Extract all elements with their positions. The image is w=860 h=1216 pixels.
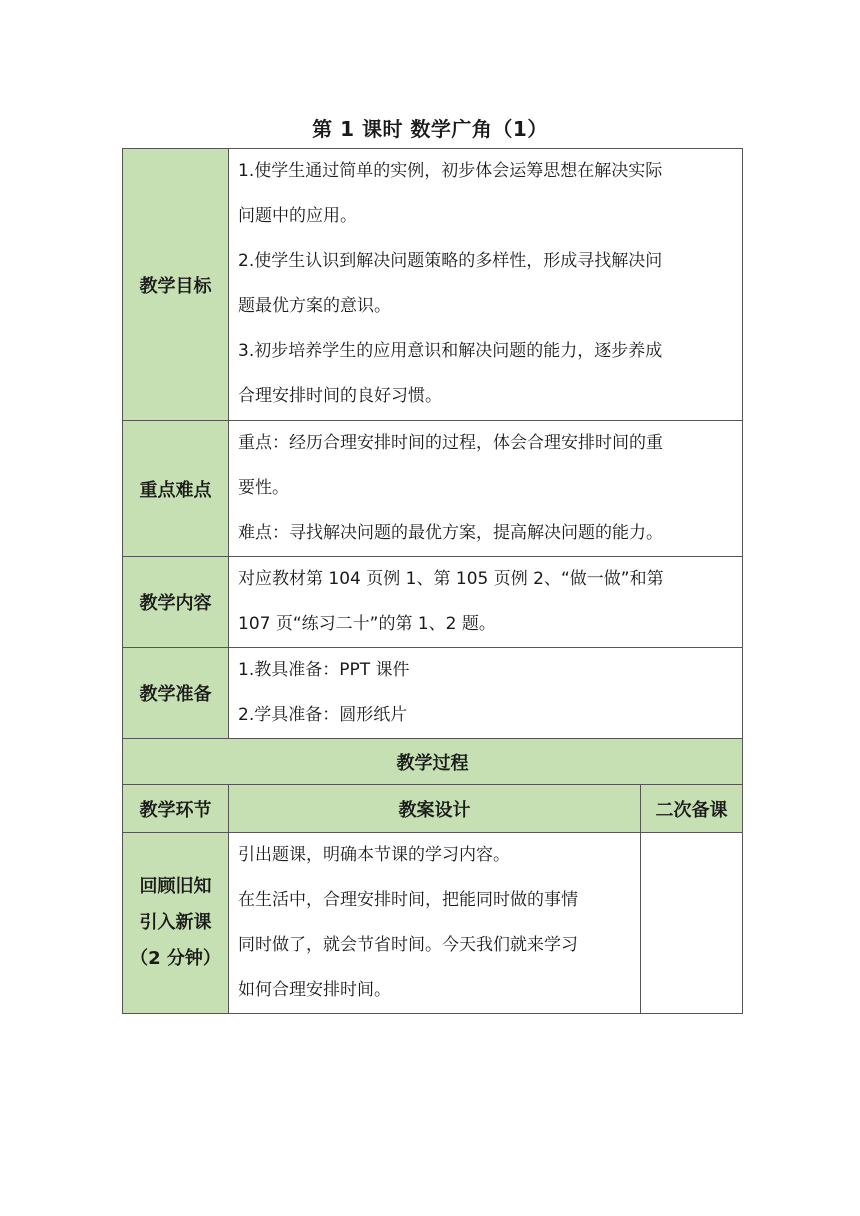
lesson-title: 第 1 课时 数学广角（1） (312, 117, 548, 141)
goals-line: 2.使学生认识到解决问题策略的多样性，形成寻找解决问 (238, 251, 663, 271)
key-points-row (123, 421, 743, 557)
content-label: 教学内容 (123, 557, 229, 648)
preparation-line: 1.教具准备：PPT 课件 (238, 660, 410, 680)
goals-label: 教学目标 (123, 149, 229, 421)
stage-design-line: 在生活中，合理安排时间，把能同时做的事情 (238, 890, 578, 910)
stage-design-line: 同时做了，就会节省时间。今天我们就来学习 (238, 935, 578, 955)
goals-content (229, 149, 743, 421)
goals-line: 合理安排时间的良好习惯。 (238, 386, 442, 406)
key-points-line: 要性。 (238, 478, 289, 498)
header-stage: 教学环节 (123, 785, 229, 833)
key-points-line: 重点：经历合理安排时间的过程，体会合理安排时间的重 (238, 433, 663, 453)
content-line: 107 页“练习二十”的第 1、2 题。 (238, 614, 496, 634)
goals-line: 问题中的应用。 (238, 206, 357, 226)
process-stage-row (123, 833, 743, 1014)
stage-design-line: 引出题课，明确本节课的学习内容。 (238, 845, 510, 865)
goals-line: 题最优方案的意识。 (238, 296, 391, 316)
process-section-row (123, 739, 743, 785)
key-points-line: 难点：寻找解决问题的最优方案，提高解决问题的能力。 (238, 523, 663, 543)
lesson-plan-table (122, 148, 743, 1014)
key-points-content (229, 421, 743, 557)
header-notes: 二次备课 (641, 785, 743, 833)
process-header-row (123, 785, 743, 833)
content-line: 对应教材第 104 页例 1、第 105 页例 2、“做一做”和第 (238, 569, 664, 589)
content-content (229, 557, 743, 648)
stage-design-line: 如何合理安排时间。 (238, 980, 391, 1000)
header-design: 教案设计 (229, 785, 641, 833)
goals-row (123, 149, 743, 421)
preparation-row (123, 648, 743, 739)
preparation-label: 教学准备 (123, 648, 229, 739)
stage-label-line: 引入新课 (139, 912, 212, 933)
stage-notes (641, 833, 743, 1014)
process-section-title: 教学过程 (123, 739, 743, 785)
key-points-label: 重点难点 (123, 421, 229, 557)
stage-label (123, 833, 229, 1014)
goals-line: 1.使学生通过简单的实例，初步体会运筹思想在解决实际 (238, 161, 663, 181)
content-row (123, 557, 743, 648)
preparation-content (229, 648, 743, 739)
stage-design (229, 833, 641, 1014)
stage-label-line: 回顾旧知 (139, 876, 212, 897)
goals-line: 3.初步培养学生的应用意识和解决问题的能力，逐步养成 (238, 341, 663, 361)
preparation-line: 2.学具准备：圆形纸片 (238, 705, 408, 725)
stage-label-line: （2 分钟） (130, 948, 221, 969)
